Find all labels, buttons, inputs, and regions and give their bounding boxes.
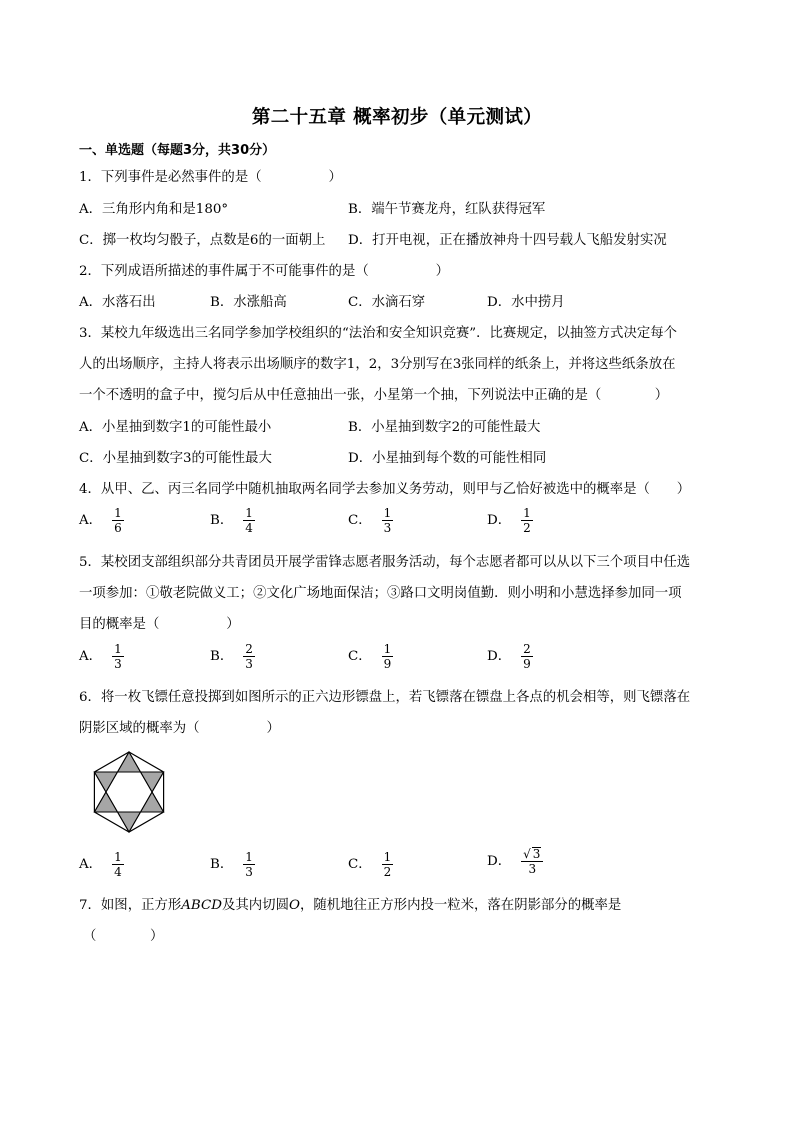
q1-option-c: C．掷一枚均匀骰子，点数是6的一面朝上 xyxy=(79,233,326,248)
q4-a-numerator: 1 xyxy=(114,506,122,520)
q5-b-denominator: 3 xyxy=(245,657,253,671)
q6-option-a: A． $\frac{1}{4}$ xyxy=(79,850,122,879)
q5-line-3: 目的概率是（ ） xyxy=(79,617,240,632)
q6-b-numerator: 1 xyxy=(245,850,253,864)
q4-d-denominator: 2 xyxy=(523,521,531,535)
q4-option-b: B． $\frac{1}{4}$ xyxy=(210,506,253,535)
q6-option-d: D． $\frac{√ 3}{3}$ xyxy=(487,847,543,876)
q3-line-1: 3．某校九年级选出三名同学参加学校组织的“法治和安全知识竞赛”．比赛规定，以抽签方式决定每个 xyxy=(79,326,678,341)
q6-c-numerator: 1 xyxy=(383,850,392,864)
q5-a-numerator: 1 xyxy=(114,642,122,656)
q4-option-c: C． $\frac{1}{3}$ xyxy=(348,506,392,535)
q5-option-a: A． $\frac{1}{3}$ xyxy=(79,642,122,671)
hexagon-dartboard-figure xyxy=(86,749,172,835)
q5-c-denominator: 9 xyxy=(383,657,392,671)
q6-d-numerator: √ 3 xyxy=(521,847,543,862)
q3-option-d: D．小星抽到每个数的可能性相同 xyxy=(348,451,547,466)
q2-stem: 2．下列成语所描述的事件属于不可能事件的是（ ） xyxy=(79,264,450,279)
page-title: 第二十五章 概率初步（单元测试） xyxy=(251,107,543,128)
q7-line-1: 7．如图，正方形ABCD及其内切圆O，随机地往正方形内投一粒米，落在阴影部分的概率是 xyxy=(79,898,622,913)
q6-line-2: 阴影区域的概率为（ ） xyxy=(79,721,280,736)
q2-option-c: C．水滴石穿 xyxy=(348,295,426,310)
q4-stem: 4．从甲、乙、丙三名同学中随机抽取两名同学去参加义务劳动，则甲与乙恰好被选中的概率是（ ） xyxy=(79,482,691,497)
q6-option-b: B． $\frac{1}{3}$ xyxy=(210,850,253,879)
q4-b-numerator: 1 xyxy=(245,506,253,520)
q7-line-2: （ ） xyxy=(83,929,164,944)
q5-option-b: B． $\frac{2}{3}$ xyxy=(210,642,253,671)
q3-option-c: C．小星抽到数字3的可能性最大 xyxy=(79,451,272,466)
q4-b-denominator: 4 xyxy=(245,521,253,535)
q6-a-numerator: 1 xyxy=(114,850,122,864)
circle-name: O xyxy=(288,898,300,913)
q6-d-denominator: 3 xyxy=(528,862,537,876)
q6-line-1: 6．将一枚飞镖任意投掷到如图所示的正六边形镖盘上，若飞镖落在镖盘上各点的机会相等，则飞镖落在 xyxy=(79,690,691,705)
q6-c-denominator: 2 xyxy=(383,865,392,879)
q1-stem: 1．下列事件是必然事件的是（ ） xyxy=(79,170,342,185)
section-heading: 一、单选题（每题3分，共30分） xyxy=(79,143,276,158)
q5-line-2: 一项参加：①敬老院做义工；②文化广场地面保洁；③路口文明岗值勤．则小明和小慧选择参加同一项 xyxy=(79,586,682,601)
q3-line-2: 人的出场顺序，主持人将表示出场顺序的数字1，2，3分别写在3张同样的纸条上，并将这些纸条放在 xyxy=(79,357,676,372)
q3-line-3: 一个不透明的盒子中，搅匀后从中任意抽出一张，小星第一个抽，下列说法中正确的是（ ） xyxy=(79,388,669,403)
q4-c-numerator: 1 xyxy=(383,506,392,520)
q2-option-a: A．水落石出 xyxy=(79,295,156,310)
q2-option-b: B．水涨船高 xyxy=(210,295,287,310)
q5-b-numerator: 2 xyxy=(245,642,253,656)
q1-option-b: B．端午节赛龙舟，红队获得冠军 xyxy=(348,202,546,217)
q5-a-denominator: 3 xyxy=(114,657,122,671)
q6-b-denominator: 3 xyxy=(245,865,253,879)
q3-option-b: B．小星抽到数字2的可能性最大 xyxy=(348,420,541,435)
q4-c-denominator: 3 xyxy=(383,521,392,535)
q5-c-numerator: 1 xyxy=(383,642,392,656)
q5-d-denominator: 9 xyxy=(523,657,531,671)
q4-option-d: D． $\frac{1}{2}$ xyxy=(487,506,531,535)
q4-a-denominator: 6 xyxy=(114,521,122,535)
q5-option-d: D． $\frac{2}{9}$ xyxy=(487,642,531,671)
q4-d-numerator: 1 xyxy=(523,506,531,520)
q1-option-d: D．打开电视，正在播放神舟十四号载人飞船发射实况 xyxy=(348,233,667,248)
q5-line-1: 5．某校团支部组织部分共青团员开展学雷锋志愿者服务活动，每个志愿者都可以从以下三个项目中任选 xyxy=(79,555,691,570)
q1-option-a: A．三角形内角和是180° xyxy=(79,202,229,217)
q2-option-d: D．水中捞月 xyxy=(487,295,565,310)
square-name: ABCD xyxy=(181,898,223,913)
q3-option-a: A．小星抽到数字1的可能性最小 xyxy=(79,420,272,435)
q6-a-denominator: 4 xyxy=(114,865,122,879)
q5-d-numerator: 2 xyxy=(523,642,531,656)
q4-option-a: A． $\frac{1}{6}$ xyxy=(79,506,122,535)
q5-option-c: C． $\frac{1}{9}$ xyxy=(348,642,392,671)
q6-option-c: C． $\frac{1}{2}$ xyxy=(348,850,392,879)
